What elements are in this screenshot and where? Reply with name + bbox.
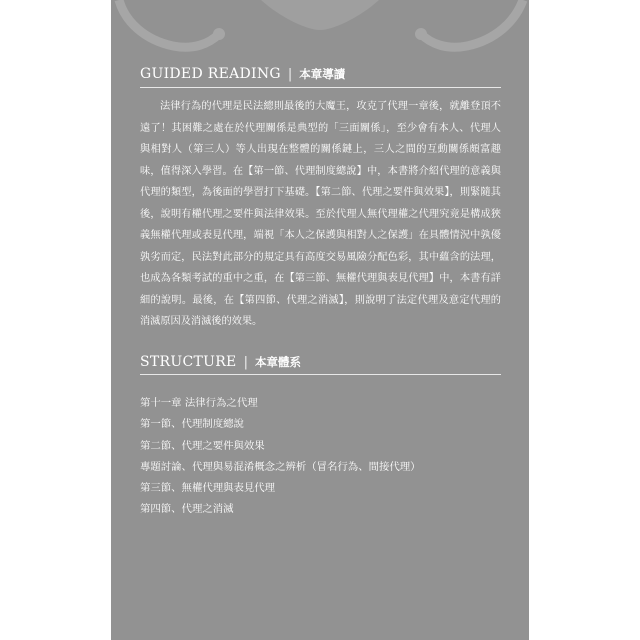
structure-item: 第十一章 法律行為之代理 [140,397,258,409]
ornament-knob-right [415,28,427,40]
ornament-arc-right [421,0,523,47]
ornament-wing [261,0,379,30]
structure-item: 專題討論、代理與易混淆概念之辨析（冒名行為、間接代理） [140,460,421,473]
structure-rule [140,374,501,375]
structure-title-en: STRUCTURE [140,354,237,370]
structure-item: 第二節、代理之要件與效果 [140,439,265,452]
structure-item: 第一節、代理制度總說 [140,418,244,431]
structure-item: 第四節、代理之消滅 [140,503,234,516]
heading-separator: | [287,67,293,82]
guided-reading-paragraph: 法律行為的代理是民法總則最後的大魔王，攻克了代理一章後，就離登頂不遠了！其困難之處在於代理關係是典型的「三面關係」，至少會有本人、代理人與相對人（第三人）等人出現在整體的關係鏈上，三人之間的互動關係頗富趣味，值得深入學習。在【第一節、代理制度總說】中，本書將介紹代理的意義與代理的類型，為後面的學習打下基礎。【第二節、代理之要件與效果】，則緊隨其後，說明有權代理之要件與法律效果。至於代理人無代理權之代理究竟是構成狹義無權代理或表見代理，端視「本人之保護與相對人之保護」在具體情況中孰優孰劣而定，民法對此部分的規定具有高度交易風險分配色彩，其中蘊含的法理，也成為各類考試的重中之重，在【第三節、無權代理與表見代理】中，本書有詳細的說明。最後，在【第四節、代理之消滅】，則說明了法定代理及意定代理的消滅原因及消滅後的效果。 [140,101,501,327]
page [111,0,529,640]
ornament-arc-left [119,0,219,47]
structure-item: 第三節、無權代理與表見代理 [140,482,276,495]
structure-heading [140,354,301,370]
guided-reading-title-en: GUIDED READING [140,66,281,82]
structure-list [140,393,421,521]
heading-separator: | [243,355,248,370]
decorative-ornament [111,0,529,60]
structure-title-zh: 本章體系 [254,355,301,369]
ornament-knob-left [213,28,225,40]
guided-reading-heading [140,66,345,82]
guided-reading-rule [140,87,501,88]
guided-reading-title-zh: 本章導讀 [299,67,346,81]
